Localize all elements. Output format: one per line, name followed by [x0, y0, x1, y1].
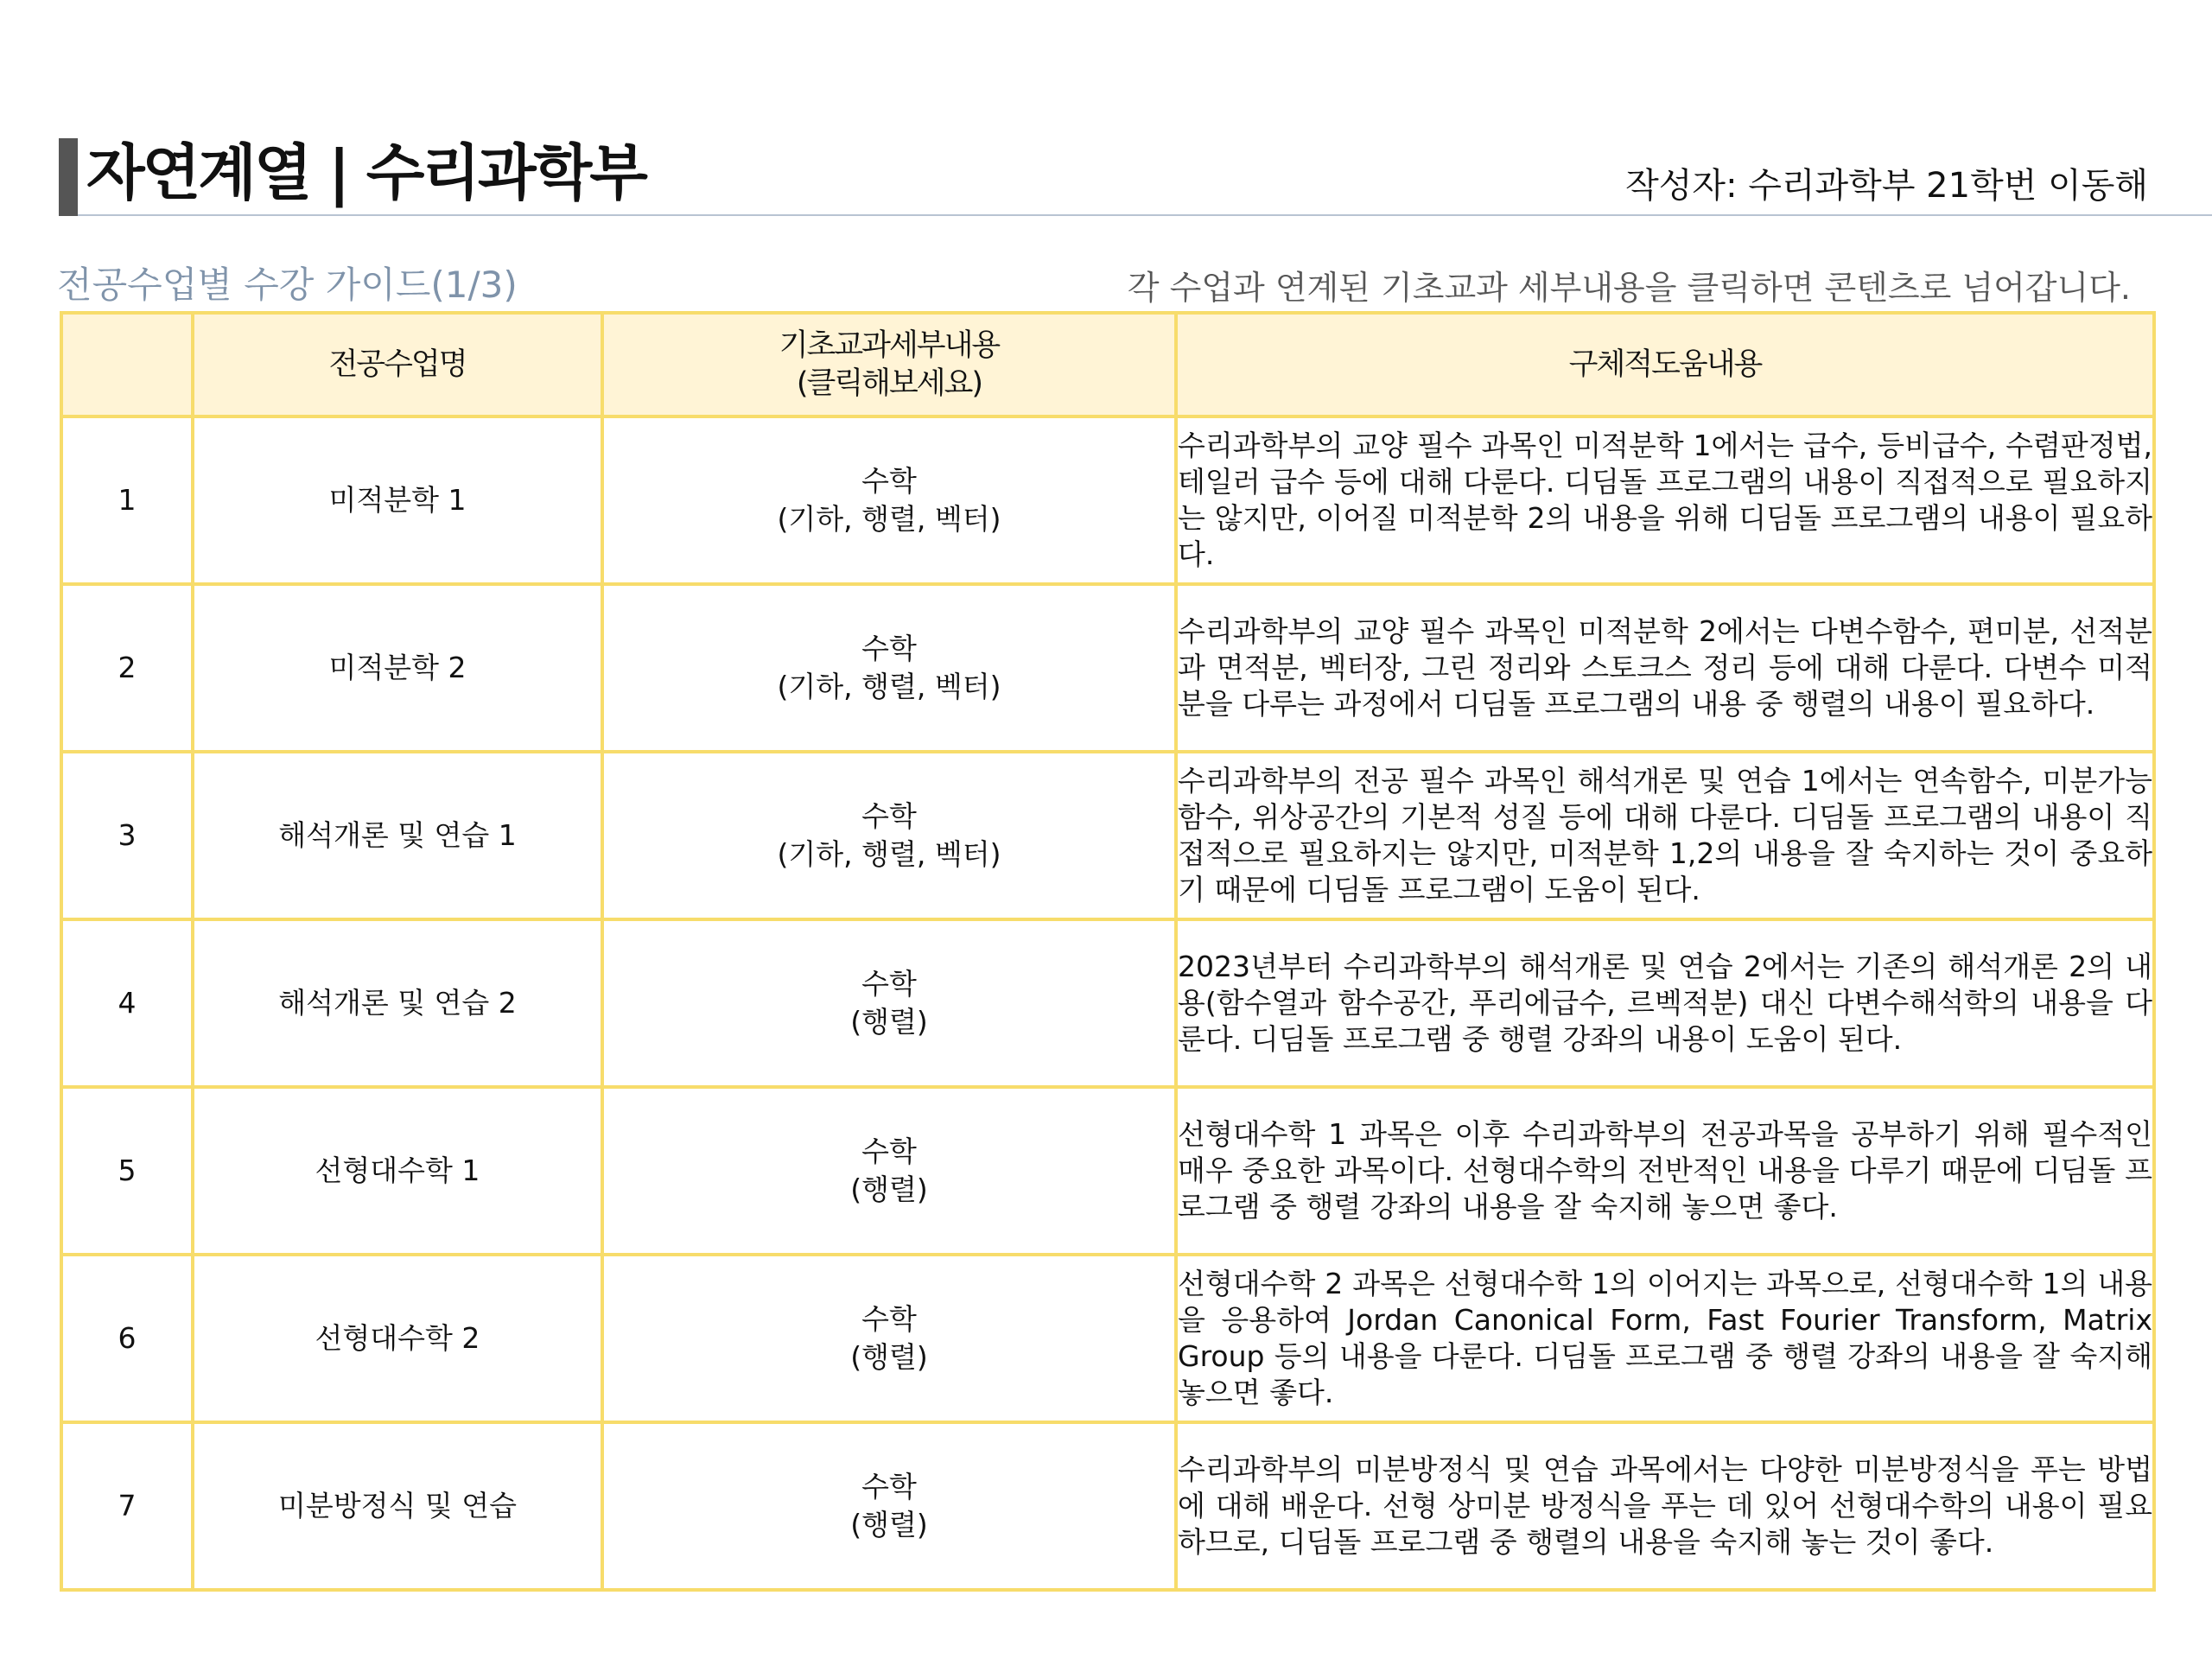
header-help: 구체적도움내용: [1176, 313, 2154, 416]
basic-subject: 수학: [861, 1135, 917, 1168]
course-name: 선형대수학 2: [193, 1255, 602, 1422]
basic-subject: 수학: [861, 799, 917, 833]
help-description: 수리과학부의 전공 필수 과목인 해석개론 및 연습 1에서는 연속함수, 미분가능함수, 위상공간의 기본적 성질 등에 대해 다룬다. 디딤돌 프로그램의 내용이 직접적으로 필요하지는 않지만, 미적분학 1,2의 내용을 잘 숙지하는 것이 중요하기 때문에 디딤돌 프로그램이 도움이 된다.: [1176, 752, 2154, 919]
row-number: 3: [61, 752, 193, 919]
basic-content-link[interactable]: [602, 1255, 1176, 1422]
row-number: 1: [61, 416, 193, 584]
basic-subject: 수학: [861, 1470, 917, 1503]
table-row: [61, 416, 2154, 584]
course-name: 미적분학 2: [193, 584, 602, 752]
help-description: 수리과학부의 교양 필수 과목인 미적분학 1에서는 급수, 등비급수, 수렴판정법, 테일러 급수 등에 대해 다룬다. 디딤돌 프로그램의 내용이 직접적으로 필요하지는 않지만, 이어질 미적분학 2의 내용을 위해 디딤돌 프로그램의 내용이 필요하다.: [1176, 416, 2154, 584]
course-name: 선형대수학 1: [193, 1087, 602, 1255]
section-subtitle: 전공수업별 수강 가이드(1/3): [57, 264, 518, 306]
basic-topics: (행렬): [850, 1508, 928, 1541]
title-accent-bar: [59, 138, 78, 216]
basic-topics: (기하, 행렬, 벡터): [777, 837, 1001, 871]
course-guide-table: [60, 311, 2156, 1592]
basic-subject: 수학: [861, 464, 917, 498]
basic-topics: (행렬): [850, 1005, 928, 1039]
help-description: 수리과학부의 교양 필수 과목인 미적분학 2에서는 다변수함수, 편미분, 선적분과 면적분, 벡터장, 그린 정리와 스토크스 정리 등에 대해 다룬다. 다변수 미적분을 다루는 과정에서 디딤돌 프로그램의 내용 중 행렬의 내용이 필요하다.: [1176, 584, 2154, 752]
header-basic-line1: 기초교과세부내용: [779, 328, 1000, 363]
header-basic-line2: (클릭해보세요): [796, 366, 982, 401]
table-row: [61, 1255, 2154, 1422]
table-row: [61, 919, 2154, 1087]
row-number: 7: [61, 1422, 193, 1590]
table-row: [61, 584, 2154, 752]
table-row: [61, 752, 2154, 919]
course-name: 해석개론 및 연습 2: [193, 919, 602, 1087]
basic-topics: (행렬): [850, 1173, 928, 1206]
help-description: 수리과학부의 미분방정식 및 연습 과목에서는 다양한 미분방정식을 푸는 방법에 대해 배운다. 선형 상미분 방정식을 푸는 데 있어 선형대수학의 내용이 필요하므로, 디딤돌 프로그램 중 행렬의 내용을 숙지해 놓는 것이 좋다.: [1176, 1422, 2154, 1590]
basic-content-link[interactable]: [602, 919, 1176, 1087]
basic-topics: (기하, 행렬, 벡터): [777, 502, 1001, 536]
help-description: 선형대수학 1 과목은 이후 수리과학부의 전공과목을 공부하기 위해 필수적인 매우 중요한 과목이다. 선형대수학의 전반적인 내용을 다루기 때문에 디딤돌 프로그램 중 행렬 강좌의 내용을 잘 숙지해 놓으면 좋다.: [1176, 1087, 2154, 1255]
table-row: [61, 1422, 2154, 1590]
course-name: 미분방정식 및 연습: [193, 1422, 602, 1590]
row-number: 6: [61, 1255, 193, 1422]
row-number: 4: [61, 919, 193, 1087]
basic-subject: 수학: [861, 1302, 917, 1336]
basic-content-link[interactable]: [602, 584, 1176, 752]
header-course: 전공수업명: [193, 313, 602, 416]
basic-subject: 수학: [861, 632, 917, 665]
basic-content-link[interactable]: [602, 1422, 1176, 1590]
course-name: 해석개론 및 연습 1: [193, 752, 602, 919]
header-basic-content: [602, 313, 1176, 416]
row-number: 2: [61, 584, 193, 752]
table-row: [61, 1087, 2154, 1255]
table-header-row: [61, 313, 2154, 416]
author-label: 작성자: 수리과학부 21학번 이동해: [1625, 166, 2148, 206]
help-description: 선형대수학 2 과목은 선형대수학 1의 이어지는 과목으로, 선형대수학 1의 내용을 응용하여 Jordan Canonical Form, Fast Fourier Transform, Matrix Group 등의 내용을 다룬다. 디딤돌 프로그램 중 행렬 강좌의 내용을 잘 숙지해 놓으면 좋다.: [1176, 1255, 2154, 1422]
basic-topics: (기하, 행렬, 벡터): [777, 670, 1001, 703]
help-description: 2023년부터 수리과학부의 해석개론 및 연습 2에서는 기존의 해석개론 2의 내용(함수열과 함수공간, 푸리에급수, 르벡적분) 대신 다변수해석학의 내용을 다룬다. 디딤돌 프로그램 중 행렬 강좌의 내용이 도움이 된다.: [1176, 919, 2154, 1087]
basic-content-link[interactable]: [602, 416, 1176, 584]
page-title: 자연계열 | 수리과학부: [86, 137, 645, 208]
row-number: 5: [61, 1087, 193, 1255]
title-divider: [78, 214, 2212, 216]
basic-content-link[interactable]: [602, 1087, 1176, 1255]
header-number: [61, 313, 193, 416]
basic-topics: (행렬): [850, 1340, 928, 1374]
basic-content-link[interactable]: [602, 752, 1176, 919]
basic-subject: 수학: [861, 967, 917, 1001]
click-hint: 각 수업과 연계된 기초교과 세부내용을 클릭하면 콘텐츠로 넘어갑니다.: [1127, 269, 2131, 307]
course-name: 미적분학 1: [193, 416, 602, 584]
